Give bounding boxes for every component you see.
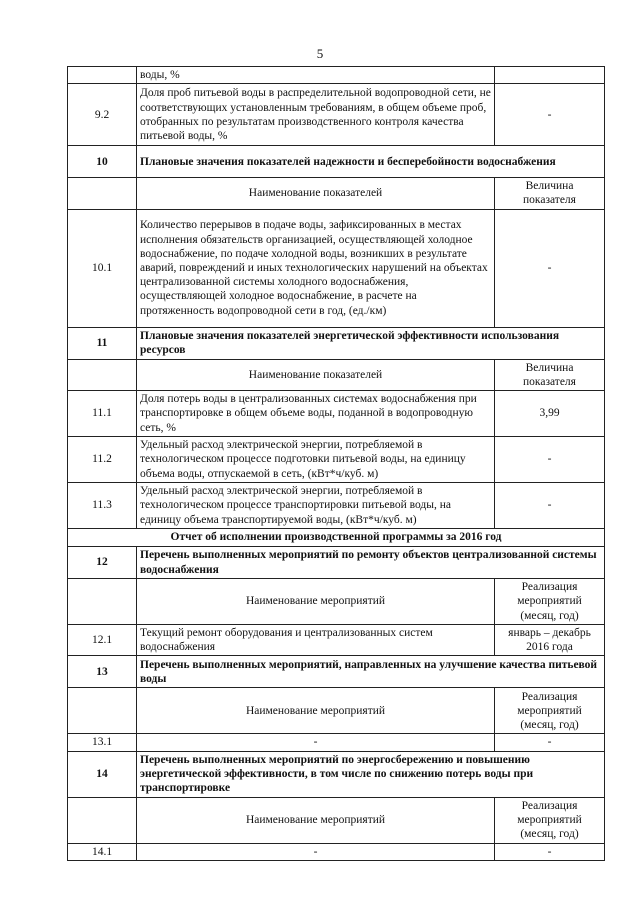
- section-row: [68, 146, 605, 178]
- production-program-table: [67, 66, 605, 861]
- indicator-name: -: [137, 734, 495, 751]
- column-header-row: [68, 359, 605, 390]
- section-title: Перечень выполненных мероприятий по энергосбережению и повышению энергетической эффективности, в том числе по снижению потерь воды при транспортировке: [137, 751, 605, 797]
- empty-cell: [68, 688, 137, 734]
- column-header-row: [68, 688, 605, 734]
- column-header-name: Наименование показателей: [137, 359, 495, 390]
- column-header-value: Реализация мероприятий (месяц, год): [495, 688, 605, 734]
- indicator-name: Удельный расход электрической энергии, потребляемой в технологическом процессе подготовки питьевой воды, на единицу объема воды, отпускаемой в сеть, (кВт*ч/куб. м): [137, 437, 495, 483]
- section-number: 11: [68, 327, 137, 359]
- indicator-value: -: [495, 209, 605, 327]
- indicator-name: Текущий ремонт оборудования и централизованных систем водоснабжения: [137, 625, 495, 656]
- empty-cell: [68, 797, 137, 843]
- section-row: [68, 327, 605, 359]
- row-number: 12.1: [68, 625, 137, 656]
- empty-cell: [68, 579, 137, 625]
- indicator-value: 3,99: [495, 391, 605, 437]
- row-number: 11.1: [68, 391, 137, 437]
- row-number: [68, 67, 137, 84]
- section-number: 14: [68, 751, 137, 797]
- report-banner: Отчет об исполнении производственной программы за 2016 год: [68, 529, 605, 547]
- column-header-name: Наименование мероприятий: [137, 688, 495, 734]
- table-row: [68, 67, 605, 84]
- table-row: [68, 437, 605, 483]
- indicator-name: -: [137, 843, 495, 860]
- indicator-value: -: [495, 84, 605, 146]
- indicator-name: Удельный расход электрической энергии, потребляемой в технологическом процессе транспортировки питьевой воды, на единицу объема транспортируемой воды, (кВт*ч/куб. м): [137, 483, 495, 529]
- table-row: [68, 391, 605, 437]
- table-row: [68, 84, 605, 146]
- section-row: [68, 656, 605, 688]
- row-number: 9.2: [68, 84, 137, 146]
- section-row: [68, 751, 605, 797]
- row-number: 14.1: [68, 843, 137, 860]
- row-number: 11.2: [68, 437, 137, 483]
- indicator-value: январь – декабрь 2016 года: [495, 625, 605, 656]
- column-header-value: Реализация мероприятий (месяц, год): [495, 797, 605, 843]
- indicator-name: Доля проб питьевой воды в распределительной водопроводной сети, не соответствующих установленным требованиям, в общем объеме проб, отобранных по результатам производственного контроля качества питьевой воды, %: [137, 84, 495, 146]
- empty-cell: [68, 178, 137, 209]
- table-row: [68, 734, 605, 751]
- column-header-value: Величина показателя: [495, 178, 605, 209]
- column-header-row: [68, 579, 605, 625]
- column-header-row: [68, 797, 605, 843]
- indicator-name: Доля потерь воды в централизованных системах водоснабжения при транспортировке в общем объеме воды, поданной в водопроводную сеть, %: [137, 391, 495, 437]
- section-number: 10: [68, 146, 137, 178]
- table-row: [68, 483, 605, 529]
- row-number: 10.1: [68, 209, 137, 327]
- section-title: Плановые значения показателей энергетической эффективности использования ресурсов: [137, 327, 605, 359]
- section-title: Перечень выполненных мероприятий, направленных на улучшение качества питьевой воды: [137, 656, 605, 688]
- section-row: [68, 547, 605, 579]
- column-header-value: Величина показателя: [495, 359, 605, 390]
- section-title: Плановые значения показателей надежности и бесперебойности водоснабжения: [137, 146, 605, 178]
- report-banner-row: [68, 529, 605, 547]
- indicator-value: -: [495, 437, 605, 483]
- row-number: 13.1: [68, 734, 137, 751]
- table-row: [68, 843, 605, 860]
- indicator-value: -: [495, 843, 605, 860]
- section-title: Перечень выполненных мероприятий по ремонту объектов централизованной системы водоснабжения: [137, 547, 605, 579]
- table-row: [68, 209, 605, 327]
- table-row: [68, 625, 605, 656]
- column-header-value: Реализация мероприятий (месяц, год): [495, 579, 605, 625]
- column-header-name: Наименование мероприятий: [137, 579, 495, 625]
- indicator-name: Количество перерывов в подаче воды, зафиксированных в местах исполнения обязательств организацией, осуществляющей холодное водоснабжение, по подаче холодной воды, возникших в результате аварий, повреждений и иных технологических нарушений на объектах централизованной системы холодного водоснабжения, осуществляющей холодное водоснабжение, в расчете на протяженность водопроводной сети в год, (ед./км): [137, 209, 495, 327]
- column-header-name: Наименование показателей: [137, 178, 495, 209]
- row-number: 11.3: [68, 483, 137, 529]
- indicator-value: [495, 67, 605, 84]
- empty-cell: [68, 359, 137, 390]
- section-number: 12: [68, 547, 137, 579]
- indicator-name: воды, %: [137, 67, 495, 84]
- column-header-name: Наименование мероприятий: [137, 797, 495, 843]
- column-header-row: [68, 178, 605, 209]
- indicator-value: -: [495, 734, 605, 751]
- indicator-value: -: [495, 483, 605, 529]
- section-number: 13: [68, 656, 137, 688]
- page-number: 5: [316, 46, 324, 61]
